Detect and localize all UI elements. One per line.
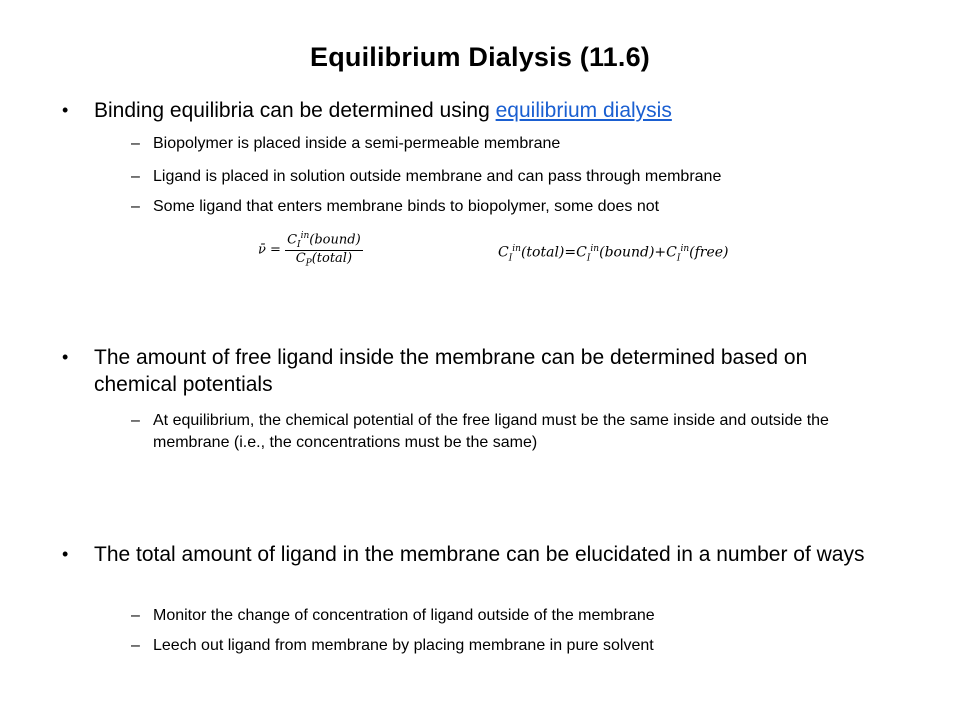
sub-bullet <box>131 196 871 218</box>
fraction <box>285 231 363 269</box>
bullet-text: The amount of free ligand inside the membrane can be determined based on chemical potentials <box>94 346 808 396</box>
equilibrium-dialysis-link[interactable]: equilibrium dialysis <box>495 99 672 122</box>
fraction-denominator <box>285 251 363 269</box>
sub-bullet-text: Leech out ligand from membrane by placing membrane in pure solvent <box>153 637 654 654</box>
sub-bullet <box>131 410 871 454</box>
bullet-binding-equilibria <box>62 97 882 124</box>
bullet-prefix: Binding equilibria can be determined using <box>94 99 496 122</box>
eq-symbol: C <box>576 244 587 261</box>
equation-binding-ratio <box>258 231 363 269</box>
eq-term: (bound) <box>599 244 655 261</box>
sub-bullet <box>131 605 871 627</box>
eq-symbol: in <box>590 244 600 254</box>
eq-symbol: C <box>287 232 298 248</box>
slide-title: Equilibrium Dialysis (11.6) <box>309 42 650 72</box>
bullet-dot: • <box>62 347 69 367</box>
bullet-total-ligand <box>62 541 882 568</box>
eq-symbol: I <box>297 239 301 250</box>
dash-marker: – <box>131 168 140 185</box>
sub-bullet <box>131 635 871 657</box>
nu-bar-symbol: ν̄ = <box>258 242 281 258</box>
bullet-text: The total amount of ligand in the membrane can be elucidated in a number of ways <box>94 543 865 566</box>
eq-symbol: + <box>654 244 667 261</box>
eq-symbol: C <box>295 250 306 266</box>
sub-bullet <box>131 133 871 155</box>
eq-symbol: P <box>305 258 312 269</box>
eq-symbol: in <box>300 231 310 241</box>
eq-symbol: C <box>498 244 509 261</box>
bullet-dot: • <box>62 544 69 564</box>
bullet-free-ligand <box>62 344 882 398</box>
eq-symbol: C <box>666 244 677 261</box>
eq-symbol: I <box>676 253 681 264</box>
bullet-dot: • <box>62 100 69 120</box>
bullet-text <box>94 97 882 124</box>
dash-marker: – <box>131 637 140 654</box>
dash-marker: – <box>131 198 140 215</box>
sub-bullet-text: At equilibrium, the chemical potential of the free ligand must be the same inside and outside the membrane (i.e., the concentrations must be the same) <box>153 412 829 451</box>
sub-bullet-text: Ligand is placed in solution outside membrane and can pass through membrane <box>153 168 722 185</box>
sub-bullet-text: Some ligand that enters membrane binds to biopolymer, some does not <box>153 198 660 215</box>
eq-symbol: in <box>512 244 521 254</box>
sub-bullet-text: Biopolymer is placed inside a semi-permeable membrane <box>153 135 561 152</box>
eq-term: (total) <box>520 244 565 261</box>
equation-total-ligand <box>498 244 729 263</box>
dash-marker: – <box>131 412 140 429</box>
sub-bullet <box>131 166 871 188</box>
dash-marker: – <box>131 135 140 152</box>
dash-marker: – <box>131 607 140 624</box>
eq-term: (free) <box>689 244 729 261</box>
eq-symbol: = <box>564 244 577 261</box>
sub-bullet-text: Monitor the change of concentration of ligand outside of the membrane <box>153 607 655 624</box>
eq-term: (total) <box>311 250 353 266</box>
eq-symbol: I <box>586 253 591 264</box>
eq-term: (bound) <box>309 232 361 248</box>
fraction-numerator <box>285 231 363 251</box>
eq-symbol: in <box>680 244 690 254</box>
eq-symbol: I <box>508 253 513 264</box>
